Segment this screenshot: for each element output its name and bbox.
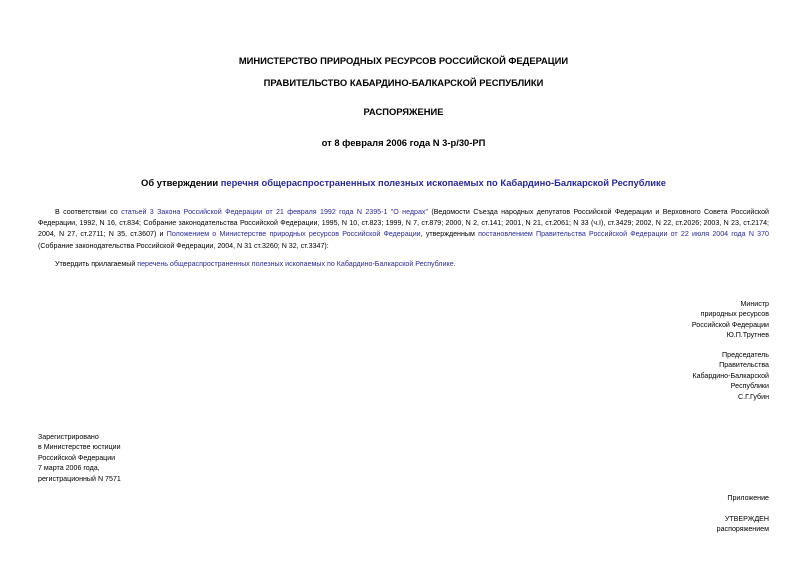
approved-line: УТВЕРЖДЕН: [724, 515, 769, 523]
registration-line: Зарегистрировано: [38, 433, 99, 441]
body-paragraph-2: [55, 259, 769, 270]
registration-block: [38, 432, 121, 484]
document-date-number: от 8 февраля 2006 года N 3-р/30-РП: [321, 137, 486, 148]
registration-line: регистрационный N 7571: [38, 474, 121, 483]
government-heading: ПРАВИТЕЛЬСТВО КАБАРДИНО-БАЛКАРСКОЙ РЕСПУБЛИКИ: [263, 77, 544, 88]
approved-line: распоряжением: [716, 525, 769, 534]
p2-text-2: .: [453, 260, 456, 268]
document-title: [0, 177, 807, 189]
registration-line: в Министерстве юстиции: [38, 443, 121, 452]
chairman-signature-block: [692, 350, 769, 402]
appendix-label: [727, 493, 769, 503]
appendix-label-text: Приложение: [727, 494, 769, 502]
document-type: РАСПОРЯЖЕНИЕ: [363, 106, 444, 117]
signature-line: Кабардино-Балкарской: [692, 371, 769, 380]
registration-line: 7 марта 2006 года,: [38, 464, 100, 473]
minister-signature-block: [692, 299, 769, 341]
p1-text-1: В соответствии со: [55, 208, 122, 216]
minerals-list-link[interactable]: перечень общераспространенных полезных ископаемых по Кабардино-Балкарской Республике: [137, 260, 454, 268]
government-resolution-link[interactable]: постановлением Правительства Российской Федерации от 22 июля 2004 года N 370: [478, 230, 770, 239]
signature-line: Правительства: [719, 361, 769, 370]
signature-line: природных ресурсов: [700, 310, 769, 319]
signature-line: Председатель: [722, 351, 769, 359]
body-paragraph-1: [38, 207, 769, 252]
p1-text-3: , утвержденным: [420, 230, 479, 239]
ministry-heading: МИНИСТЕРСТВО ПРИРОДНЫХ РЕСУРСОВ РОССИЙСКОЙ ФЕДЕРАЦИИ: [238, 55, 569, 66]
p1-text-4: (Собрание законодательства Российской Федерации, 2004, N 31 ст.3260; N 32, ст.3347):: [38, 241, 329, 250]
signature-name: С.Г.Губин: [738, 392, 769, 401]
p2-text-1: Утвердить прилагаемый: [55, 260, 138, 268]
ministry-regulation-link[interactable]: Положением о Министерстве природных ресурсов Российской Федерации: [166, 230, 421, 239]
approved-block: [717, 514, 769, 535]
p1-text-2: (Ведомости Съезда народных депутатов Российской Федерации и Верховного Совета Российской Федерации, 1992, N 16, ст.834; Собрание законодательства Российской Федерации, 1995, N 10, ст.823; 1999, N 7, ст.879; 2000, N 2, ст.141; 2001, N 21, ст.2061; N 33 (ч.I), ст.3429; 2002, N 22, ст.2026; 2003, N 23, ст.2174; 2004, N 27, ст.2711; N 35, ст.3607) и: [38, 208, 769, 239]
title-prefix: Об утверждении: [141, 177, 221, 188]
signature-name: Ю.П.Трутнев: [726, 331, 769, 340]
registration-line: Российской Федерации: [38, 453, 116, 462]
signature-line: Министр: [740, 300, 769, 308]
law-on-subsoil-link[interactable]: статьей 3 Закона Российской Федерации от 21 февраля 1992 года N 2395-1 "О недрах": [121, 208, 428, 216]
signature-line: Российской Федерации: [691, 320, 769, 329]
title-link[interactable]: перечня общераспространенных полезных ископаемых по Кабардино-Балкарской Республике: [220, 177, 666, 188]
signature-line: Республики: [730, 382, 769, 391]
